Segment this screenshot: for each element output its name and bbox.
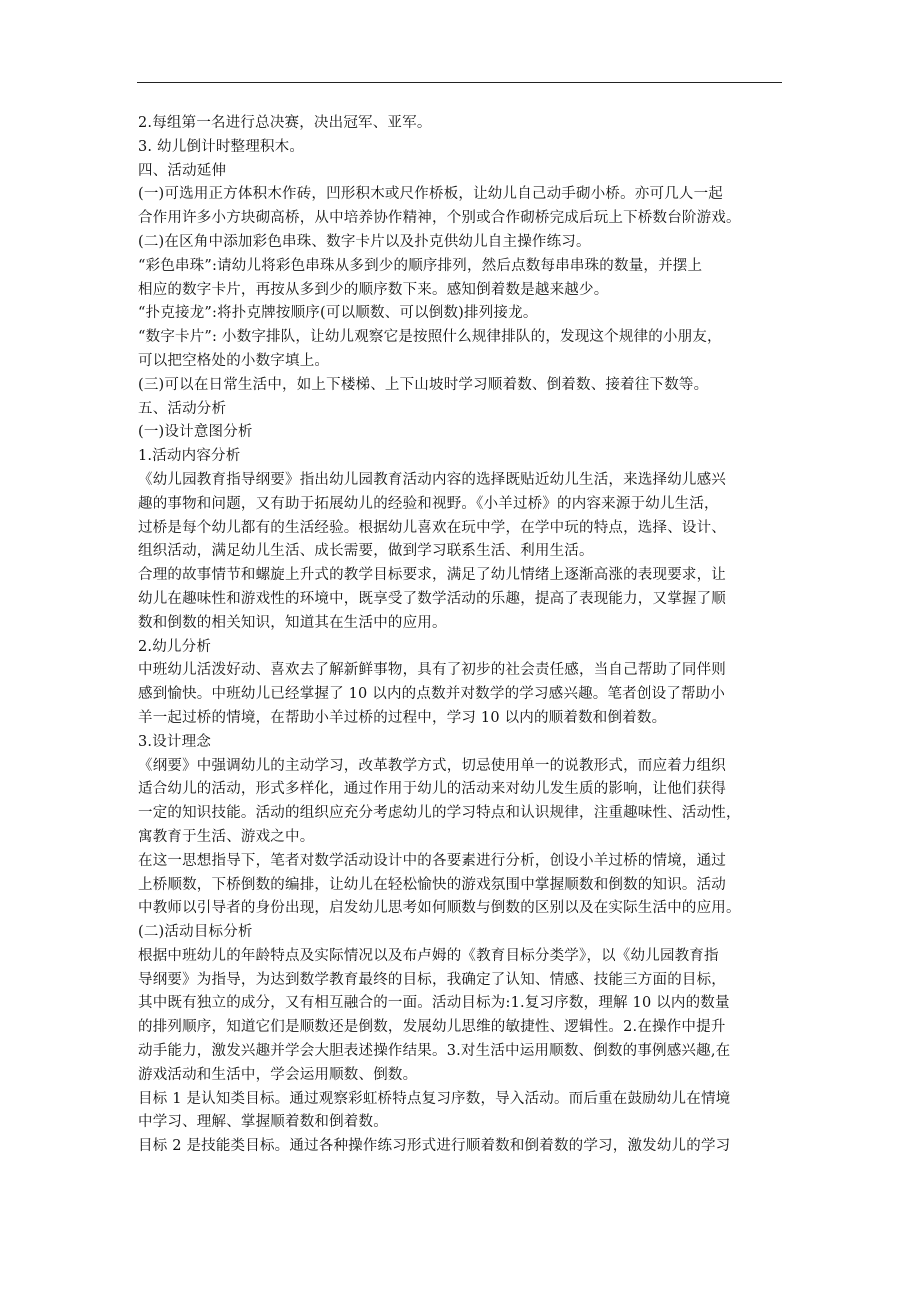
text-line: 动手能力，激发兴趣并学会大胆表述操作结果。3.对生活中运用顺数、倒数的事例感兴趣,在: [138, 1043, 731, 1060]
text-line: (三)可以在日常生活中，如上下楼梯、上下山坡时学习顺着数、倒着数、接着往下数等。: [138, 376, 709, 393]
text-line: 目标 2 是技能类目标。通过各种操作练习形式进行顺着数和倒着数的学习，激发幼儿的学习: [138, 1138, 731, 1155]
text-line: 3.设计理念: [138, 733, 212, 750]
text-line: 中教师以引导者的身份出现，启发幼儿思考如何顺数与倒数的区别以及在实际生活中的应用。: [138, 900, 741, 917]
header-rule: [137, 82, 782, 83]
text-line: 合理的故事情节和螺旋上升式的教学目标要求，满足了幼儿情绪上逐渐高涨的表现要求，让: [138, 567, 726, 584]
text-line: 可以把空格处的小数字填上。: [138, 352, 330, 369]
text-line: 数和倒数的相关知识，知道其在生活中的应用。: [138, 614, 447, 631]
text-line: 组织活动，满足幼儿生活、成长需要，做到学习联系生活、利用生活。: [138, 543, 594, 560]
text-line: 适合幼儿的活动，形式多样化，通过作用于幼儿的活动来对幼儿发生质的影响，让他们获得: [138, 781, 726, 798]
text-line: 1.活动内容分析: [138, 448, 241, 465]
text-line: 《纲要》中强调幼儿的主动学习，改革教学方式，切忌使用单一的说教形式，而应着力组织: [138, 757, 726, 774]
text-line: 合作用许多小方块砌高桥，从中培养协作精神，个别或合作砌桥完成后玩上下桥数台阶游戏。: [138, 210, 741, 227]
text-line: “扑克接龙”:将扑克牌按顺序(可以顺数、可以倒数)排列接龙。: [138, 305, 538, 322]
text-line: “彩色串珠”:请幼儿将彩色串珠从多到少的顺序排列，然后点数每串串珠的数量，并摆上: [138, 257, 703, 274]
text-line: 《幼儿园教育指导纲要》指出幼儿园教育活动内容的选择既贴近幼儿生活，来选择幼儿感兴: [138, 471, 726, 488]
text-line: 游戏活动和生活中，学会运用顺数、倒数。: [138, 1066, 418, 1083]
text-line: “数字卡片”: 小数字排队，让幼儿观察它是按照什么规律排队的，发现这个规律的小朋友，: [138, 329, 722, 346]
text-line: 其中既有独立的成分，又有相互融合的一面。活动目标为:1.复习序数，理解 10 以内的数量: [138, 995, 730, 1012]
text-line: 过桥是每个幼儿都有的生活经验。根据幼儿喜欢在玩中学，在学中玩的特点，选择、设计、: [138, 519, 726, 536]
text-line: 根据中班幼儿的年龄特点及实际情况以及布卢姆的《教育目标分类学》，以《幼儿园教育指: [138, 947, 719, 964]
text-line: 幼儿在趣味性和游戏性的环境中，既享受了数学活动的乐趣，提高了表现能力，又掌握了顺: [138, 590, 726, 607]
text-line: 2.幼儿分析: [138, 638, 212, 655]
text-line: 2.每组第一名进行总决赛，决出冠军、亚军。: [138, 115, 432, 131]
text-line: 在这一思想指导下，笔者对数学活动设计中的各要素进行分析，创设小羊过桥的情境，通过: [138, 852, 726, 869]
text-line: 四、活动延伸: [138, 162, 227, 179]
text-line: (一)可选用正方体积木作砖，凹形积木或尺作桥板，让幼儿自己动手砌小桥。亦可几人一起: [138, 186, 724, 203]
text-line: 上桥顺数，下桥倒数的编排，让幼儿在轻松愉快的游戏氛围中掌握顺数和倒数的知识。活动: [138, 876, 726, 893]
text-line: 中班幼儿活泼好动、喜欢去了解新鲜事物，具有了初步的社会责任感，当自己帮助了同伴则: [138, 662, 726, 679]
text-line: 导纲要》为指导，为达到数学教育最终的目标，我确定了认知、情感、技能三方面的目标，: [138, 971, 726, 988]
text-line: 的排列顺序，知道它们是顺数还是倒数，发展幼儿思维的敏捷性、逻辑性。2.在操作中提升: [138, 1019, 726, 1036]
text-line: 一定的知识技能。活动的组织应充分考虑幼儿的学习特点和认识规律，注重趣味性、活动性，: [138, 805, 741, 822]
text-line: (二)活动目标分析: [138, 924, 253, 941]
text-line: 寓教育于生活、游戏之中。: [138, 828, 315, 845]
text-line: 五、活动分析: [138, 400, 227, 417]
text-line: 3. 幼儿倒计时整理积木。: [138, 138, 305, 155]
text-line: 相应的数字卡片，再按从多到少的顺序数下来。感知倒着数是越来越少。: [138, 281, 609, 298]
text-line: 感到愉快。中班幼儿已经掌握了 10 以内的点数并对数学的学习感兴趣。笔者创设了帮助小: [138, 686, 726, 703]
document-body: [138, 112, 788, 1159]
text-line: (一)设计意图分析: [138, 424, 253, 441]
text-line: (二)在区角中添加彩色串珠、数字卡片以及扑克供幼儿自主操作练习。: [138, 233, 591, 250]
text-line: 羊一起过桥的情境，在帮助小羊过桥的过程中，学习 10 以内的顺着数和倒着数。: [138, 709, 667, 726]
text-line: 趣的事物和问题，又有助于拓展幼儿的经验和视野。《小羊过桥》的内容来源于幼儿生活，: [138, 495, 719, 512]
text-line: 中学习、理解、掌握顺着数和倒着数。: [138, 1114, 388, 1131]
text-line: 目标 1 是认知类目标。通过观察彩虹桥特点复习序数，导入活动。而后重在鼓励幼儿在情境: [138, 1090, 731, 1107]
